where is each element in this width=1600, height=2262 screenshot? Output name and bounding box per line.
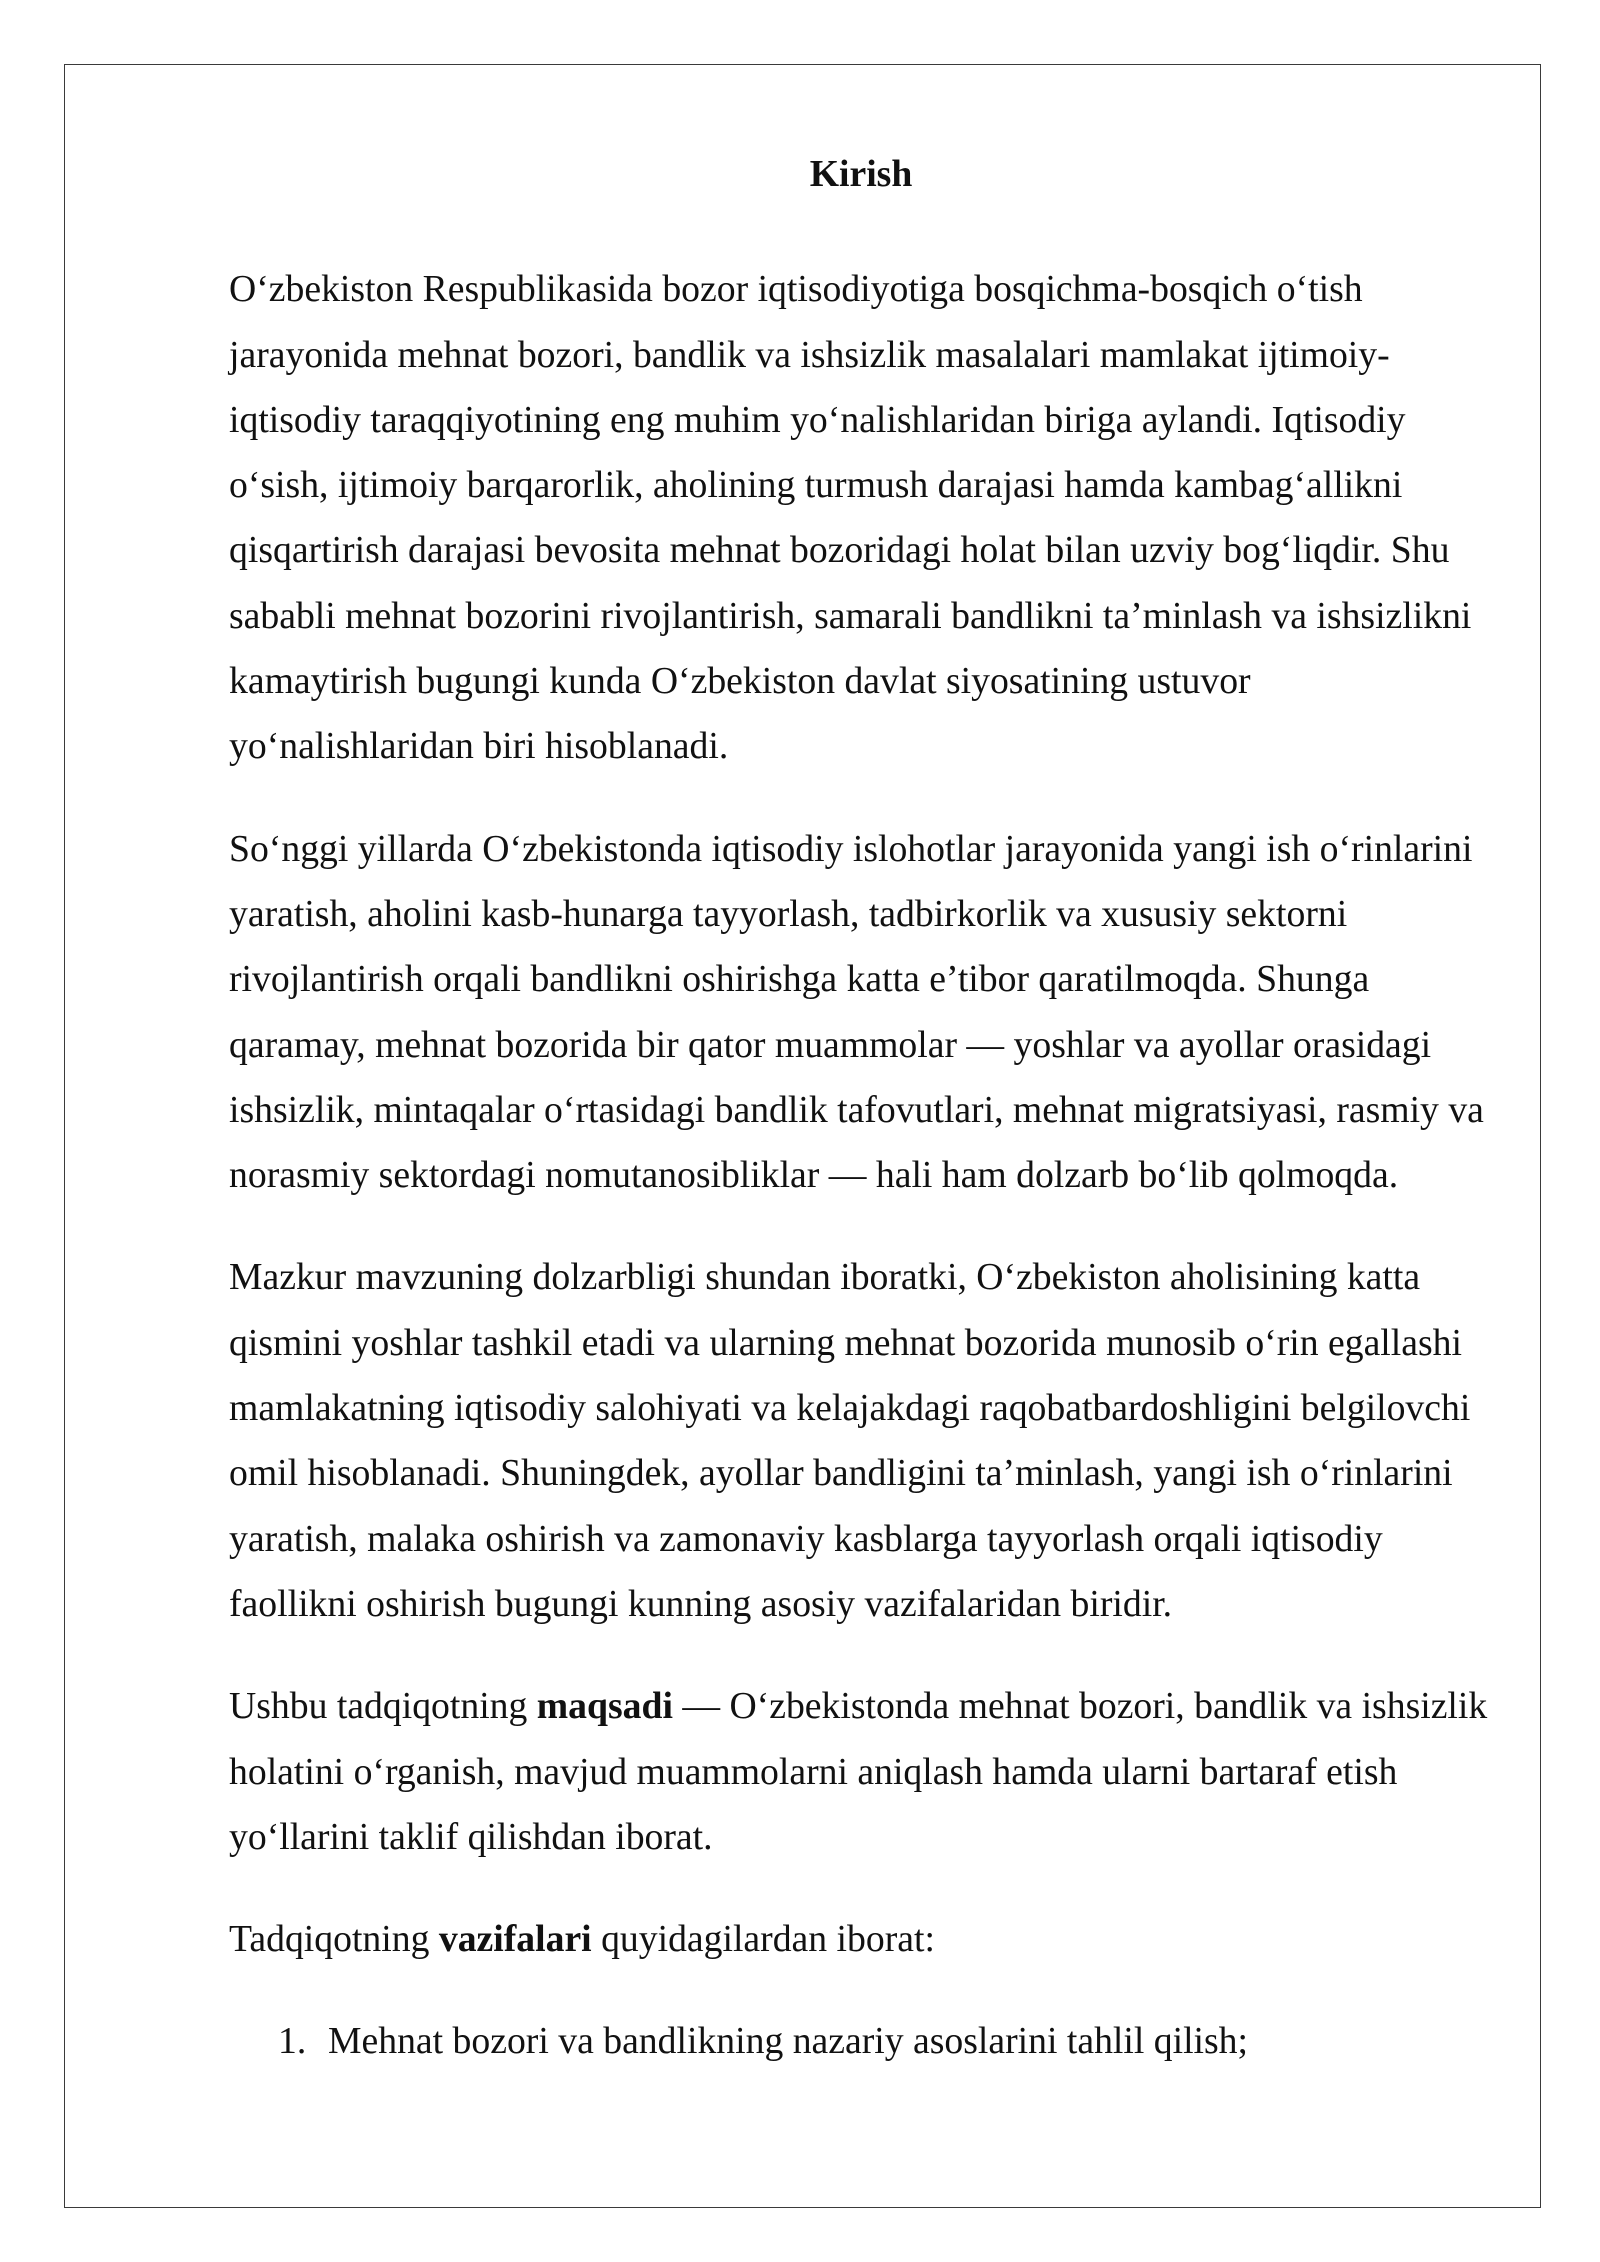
paragraph-line: yo‘nalishlaridan biri hisoblanadi.: [229, 725, 729, 768]
paragraph-line: So‘nggi yillarda O‘zbekistonda iqtisodiy islohotlar jarayonida yangi ish o‘rinlarini: [229, 827, 1473, 870]
paragraph-line: norasmiy sektordagi nomutanosibliklar — hali ham dolzarb bo‘lib qolmoqda.: [229, 1154, 1399, 1197]
goal-keyword: maqsadi: [536, 1685, 673, 1728]
paragraph-line: mamlakatning iqtisodiy salohiyati va kelajakdagi raqobatbardoshligini belgilovchi: [229, 1387, 1471, 1430]
paragraph-line: qismini yoshlar tashkil etadi va ularning mehnat bozorida munosib o‘rin egallashi: [229, 1321, 1462, 1364]
paragraph-line: kamaytirish bugungi kunda O‘zbekiston davlat siyosatining ustuvor: [229, 660, 1251, 703]
goal-lead-text: Ushbu tadqiqotning: [229, 1685, 537, 1728]
paragraph-line: o‘sish, ijtimoiy barqarorlik, aholining turmush darajasi hamda kambag‘allikni: [229, 464, 1403, 507]
paragraph-line: Mazkur mavzuning dolzarbligi shundan iboratki, O‘zbekiston aholisining katta: [229, 1256, 1421, 1299]
paragraph-research-goal: [229, 1674, 1493, 1870]
list-item: [229, 2009, 1493, 2074]
paragraph-line: yo‘llarini taklif qilishdan iborat.: [229, 1815, 713, 1858]
paragraph-research-tasks: [229, 1907, 1493, 1972]
tasks-keyword: vazifalari: [438, 1918, 592, 1961]
paragraph-line: O‘zbekiston Respublikasida bozor iqtisodiyotiga bosqichma-bosqich o‘tish: [229, 268, 1363, 311]
paragraph-line: faollikni oshirish bugungi kunning asosiy vazifalaridan biridir.: [229, 1582, 1173, 1625]
list-item-number: 1.: [278, 2020, 307, 2063]
list-item-text: Mehnat bozori va bandlikning nazariy asoslarini tahlil qilish;: [328, 2020, 1248, 2063]
tasks-rest-text: quyidagilardan iborat:: [591, 1918, 935, 1961]
paragraph-line: qaramay, mehnat bozorida bir qator muammolar — yoshlar va ayollar orasidagi: [229, 1023, 1432, 1066]
paragraph-line: [229, 1674, 1493, 1739]
paragraph-line: sababli mehnat bozorini rivojlantirish, samarali bandlikni ta’minlash va ishsizlikni: [229, 594, 1472, 637]
goal-rest-text: — O‘zbekistonda mehnat bozori, bandlik va ishsizlik: [672, 1685, 1488, 1728]
paragraph-line: [229, 1907, 1493, 1972]
tasks-lead-text: Tadqiqotning: [229, 1918, 439, 1961]
paragraph-line: qisqartirish darajasi bevosita mehnat bozoridagi holat bilan uzviy bog‘liqdir. Shu: [229, 529, 1450, 572]
paragraph-line: omil hisoblanadi. Shuningdek, ayollar bandligini ta’minlash, yangi ish o‘rinlarini: [229, 1452, 1453, 1495]
paragraph-line: yaratish, aholini kasb-hunarga tayyorlash, tadbirkorlik va xususiy sektorni: [229, 892, 1348, 935]
paragraph-relevance: [229, 1245, 1493, 1637]
page-title: Kirish: [809, 153, 913, 195]
document-body: [229, 142, 1493, 2075]
paragraph-recent-years: [229, 817, 1493, 1209]
paragraph-line: yaratish, malaka oshirish va zamonaviy kasblarga tayyorlash orqali iqtisodiy: [229, 1517, 1383, 1560]
paragraph-line: iqtisodiy taraqqiyotining eng muhim yo‘nalishlaridan biriga aylandi. Iqtisodiy: [229, 398, 1406, 441]
paragraph-line: ishsizlik, mintaqalar o‘rtasidagi bandlik tafovutlari, mehnat migratsiyasi, rasmiy va: [229, 1088, 1484, 1131]
paragraph-line: jarayonida mehnat bozori, bandlik va ishsizlik masalalari mamlakat ijtimoiy-: [229, 333, 1390, 376]
tasks-list: [229, 2009, 1493, 2074]
paragraph-line: holatini o‘rganish, mavjud muammolarni aniqlash hamda ularni bartaraf etish: [229, 1750, 1398, 1793]
paragraph-line: rivojlantirish orqali bandlikni oshirishga katta e’tibor qaratilmoqda. Shunga: [229, 958, 1370, 1001]
paragraph-introduction: [229, 257, 1493, 779]
